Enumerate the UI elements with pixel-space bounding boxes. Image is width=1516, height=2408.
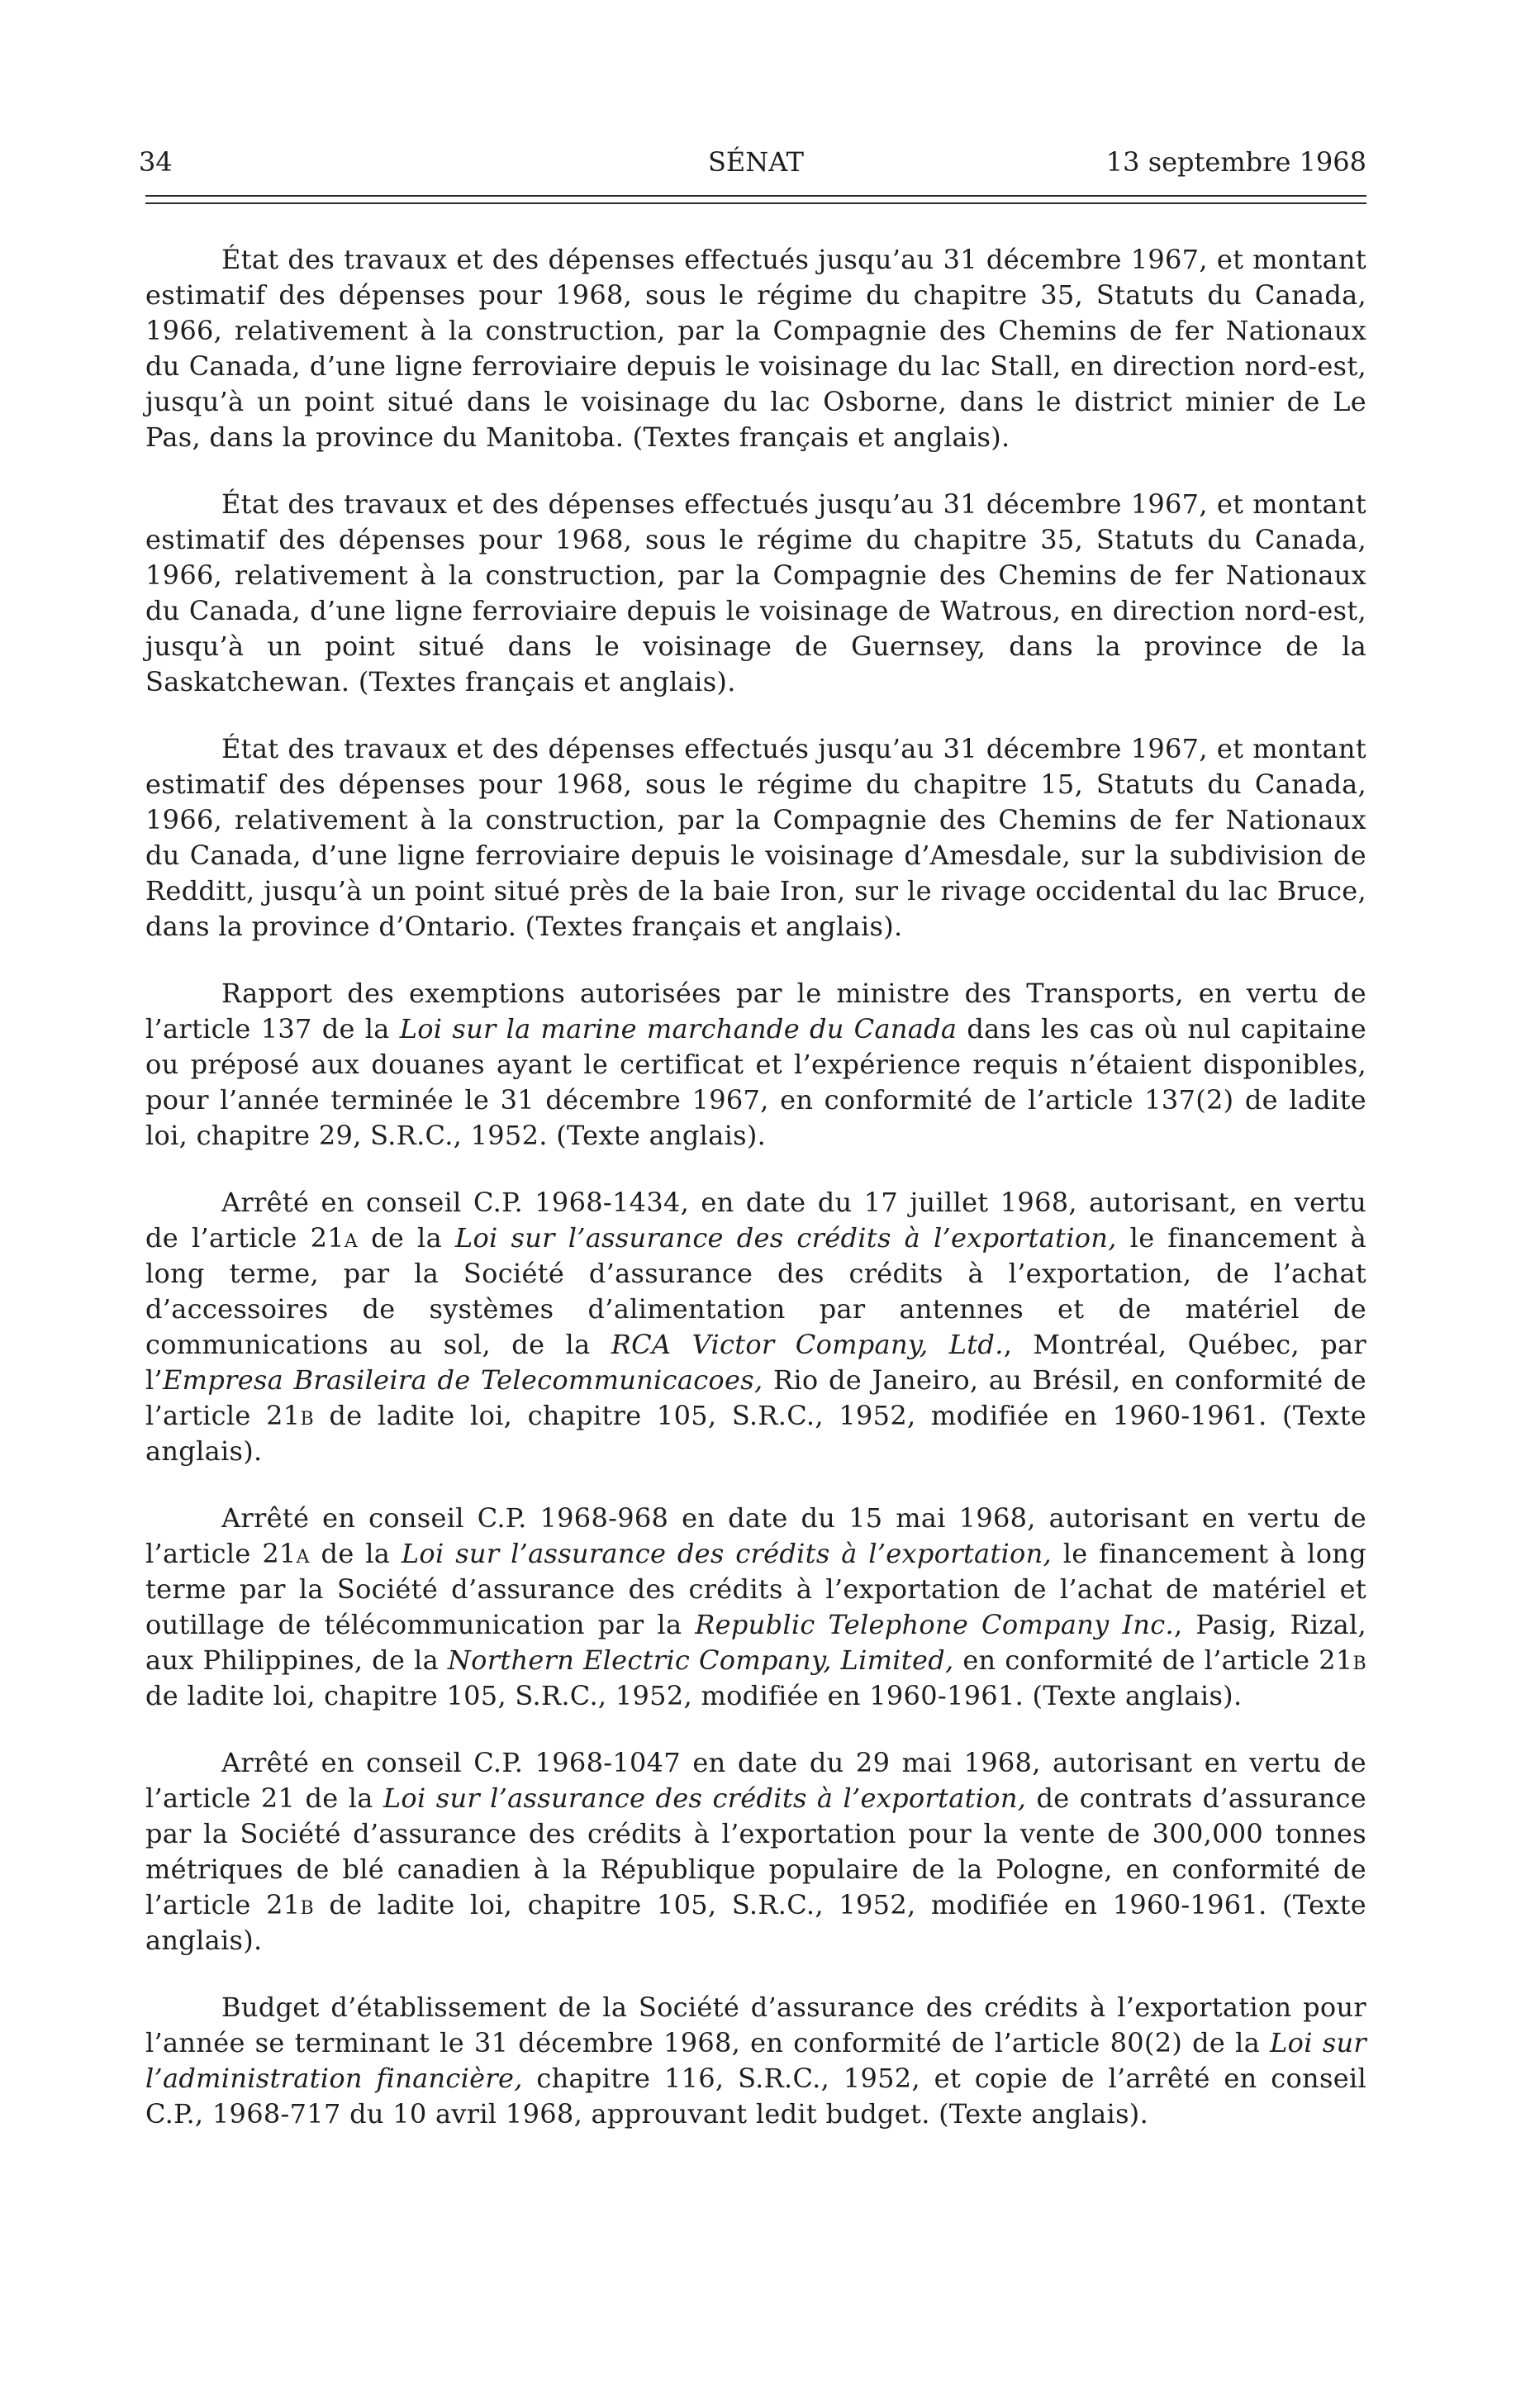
company-name: Empresa Brasileira de Telecommunicacoes, — [163, 1364, 763, 1396]
company-name: Republic Telephone Company Inc. — [695, 1609, 1174, 1640]
paragraph-8: Budget d’établissement de la Société d’assurance des crédits à l’exportation pour l’année se terminant le 31 décembre 1968, en conformité de l’article 80(2) de la Loi sur l’administration financière, chapitre 116, S.R.C., 1952, et copie de l’arrêté en conseil C.P., 1968-717 du 10 avril 1968, approuvant ledit budget. (Texte anglais). — [145, 1992, 1366, 2130]
company-name: Northern Electric Company, Limited, — [447, 1644, 954, 1676]
header-date: 13 septembre 1968 — [1105, 146, 1366, 178]
law-title: Loi sur l’assurance des crédits à l’exportation, — [454, 1222, 1117, 1254]
paragraph-3: État des travaux et des dépenses effectués jusqu’au 31 décembre 1967, et montant estimatif des dépenses pour 1968, sous le régime du chapitre 15, Statuts du Canada, 1966, relativement à la construction, par la Compagnie des Chemins de fer Nationaux du Canada, d’une ligne ferroviaire depuis le voisinage d’Amesdale, sur la subdivision de Redditt, jusqu’à un point situé près de la baie Iron, sur le rivage occidental du lac Bruce, dans la province d’Ontario. (Textes français et anglais). — [145, 733, 1366, 942]
paragraph-5: Arrêté en conseil C.P. 1968-1434, en date du 17 juillet 1968, autorisant, en vertu de l’article 21a de la Loi sur l’assurance des crédits à l’exportation, le financement à long terme, par la Société d’assurance des crédits à l’exportation, de l’achat d’accessoires de systèmes d’alimentation par antennes et de matériel de communications au sol, de la RCA Victor Company, Ltd., Montréal, Québec, par l’Empresa Brasileira de Telecommunicacoes, Rio de Janeiro, au Brésil, en conformité de l’article 21b de ladite loi, chapitre 105, S.R.C., 1952, modifiée en 1960-1961. (Texte anglais). — [145, 1187, 1367, 1467]
paragraph-6: Arrêté en conseil C.P. 1968-968 en date du 15 mai 1968, autorisant en vertu de l’article 21a de la Loi sur l’assurance des crédits à l’exportation, le financement à long terme par la Société d’assurance des crédits à l’exportation de l’achat de matériel et outillage de télécommunication par la Republic Telephone Company Inc., Pasig, Rizal, aux Philippines, de la Northern Electric Company, Limited, en conformité de l’article 21b de ladite loi, chapitre 105, S.R.C., 1952, modifiée en 1960-1961. (Texte anglais). — [145, 1502, 1366, 1711]
page-title: SÉNAT — [708, 146, 804, 178]
law-title: Loi sur la marine marchande du Canada — [399, 1013, 958, 1045]
paragraph-1: État des travaux et des dépenses effectués jusqu’au 31 décembre 1967, et montant estimatif des dépenses pour 1968, sous le régime du chapitre 35, Statuts du Canada, 1966, relativement à la construction, par la Compagnie des Chemins de fer Nationaux du Canada, d’une ligne ferroviaire depuis le voisinage du lac Stall, en direction nord-est, jusqu’à un point situé dans le voisinage du lac Osborne, dans le district minier de Le Pas, dans la province du Manitoba. (Textes français et anglais). — [145, 244, 1366, 453]
law-title: Loi sur l’administration financière, — [145, 2027, 1366, 2094]
document-body — [145, 242, 1366, 2163]
paragraph-4: Rapport des exemptions autorisées par le ministre des Transports, en vertu de l’article 137 de la Loi sur la marine marchande du Canada dans les cas où nul capitaine ou préposé aux douanes ayant le certificat et l’expérience requis n’étaient disponibles, pour l’année terminée le 31 décembre 1967, en conformité de l’article 137(2) de ladite loi, chapitre 29, S.R.C., 1952. (Texte anglais). — [145, 978, 1367, 1151]
paragraph-2: État des travaux et des dépenses effectués jusqu’au 31 décembre 1967, et montant estimatif des dépenses pour 1968, sous le régime du chapitre 35, Statuts du Canada, 1966, relativement à la construction, par la Compagnie des Chemins de fer Nationaux du Canada, d’une ligne ferroviaire depuis le voisinage de Watrous, en direction nord-est, jusqu’à un point situé dans le voisinage de Guernsey, dans la province de la Saskatchewan. (Textes français et anglais). — [145, 488, 1366, 697]
company-name: RCA Victor Company, Ltd. — [611, 1329, 1004, 1360]
running-header — [139, 144, 1366, 180]
paragraph-7: Arrêté en conseil C.P. 1968-1047 en date du 29 mai 1968, autorisant en vertu de l’article 21 de la Loi sur l’assurance des crédits à l’exportation, de contrats d’assurance par la Société d’assurance des crédits à l’exportation pour la vente de 300,000 tonnes métriques de blé canadien à la République populaire de la Pologne, en conformité de l’article 21b de ladite loi, chapitre 105, S.R.C., 1952, modifiée en 1960-1961. (Texte anglais). — [145, 1747, 1367, 1956]
header-double-rule — [145, 195, 1366, 204]
law-title: Loi sur l’assurance des crédits à l’exportation, — [383, 1782, 1027, 1814]
page-number: 34 — [139, 146, 173, 178]
law-title: Loi sur l’assurance des crédits à l’exportation, — [401, 1538, 1053, 1569]
